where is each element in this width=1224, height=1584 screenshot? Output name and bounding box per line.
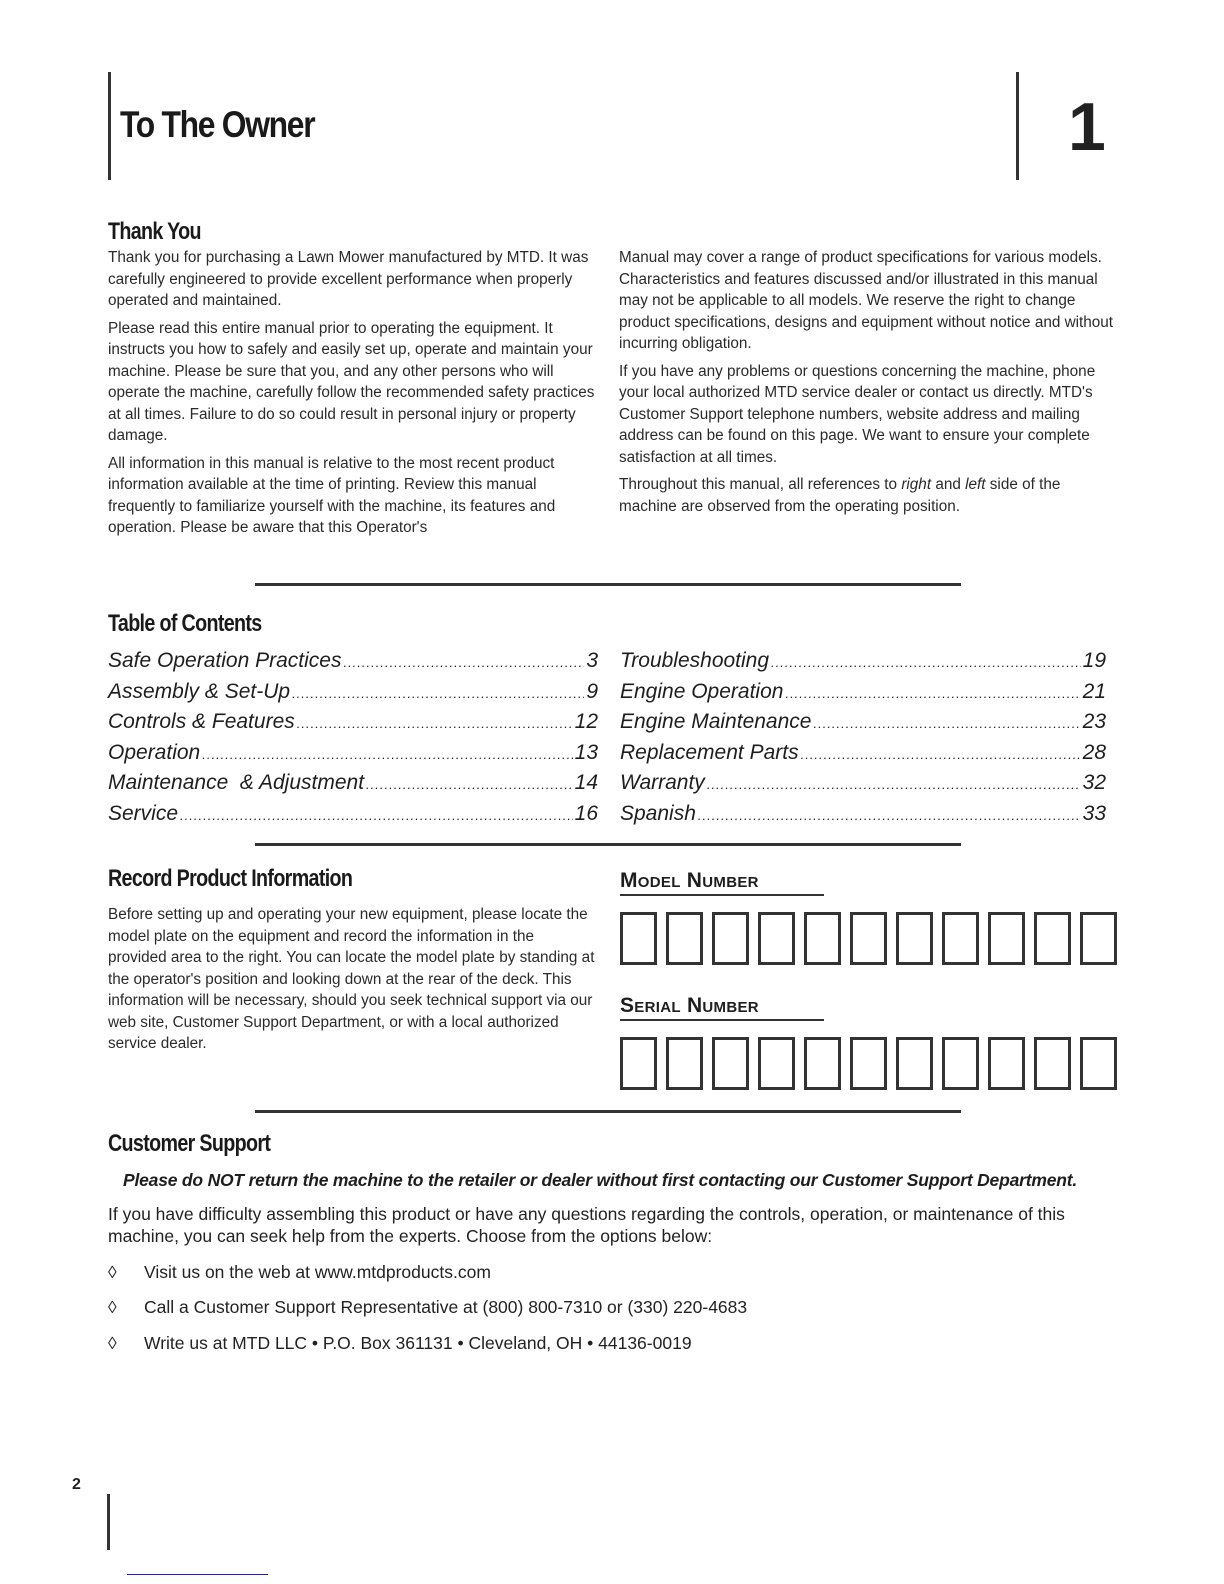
- toc-page: 14: [574, 771, 598, 795]
- model-number-digit-box[interactable]: [620, 912, 657, 965]
- diamond-bullet-icon: ◊: [108, 1333, 117, 1353]
- support-intro: If you have difficulty assembling this product or have any questions regarding the controls, operation, or maintenance of this machine, you can seek help from the experts. Choose from the options below:: [108, 1204, 1065, 1246]
- toc-leader: [343, 649, 584, 678]
- serial-number-digit-box[interactable]: [758, 1037, 795, 1090]
- toc-label: Warranty: [620, 771, 705, 795]
- toc-page: 9: [586, 679, 598, 703]
- toc-page: 3: [586, 649, 598, 672]
- toc-label: Service: [108, 801, 179, 825]
- serial-number-digit-box[interactable]: [942, 1037, 979, 1090]
- model-number-digit-box[interactable]: [712, 912, 749, 965]
- support-option-phone: [108, 1297, 747, 1318]
- toc-page: 32: [1082, 771, 1106, 795]
- serial-number-digit-box[interactable]: [712, 1037, 749, 1090]
- toc-page: 28: [1082, 740, 1106, 764]
- record-body: [108, 904, 596, 1061]
- toc-leader: [771, 649, 1081, 678]
- toc-page: 23: [1082, 710, 1106, 734]
- model-number-digit-box[interactable]: [850, 912, 887, 965]
- toc-page: 12: [574, 710, 598, 734]
- paragraph-orientation: [619, 474, 1114, 517]
- toc-label: Replacement Parts: [620, 740, 799, 764]
- support-warning: Please do NOT return the machine to the retailer or dealer without first contacting our Customer Support Department.: [123, 1170, 1078, 1190]
- paragraph: All information in this manual is relative to the most recent product information available at the time of printing. Review this manual frequently to familiarize yourself with the machine, its features and operation. Please be aware that this Operator's: [108, 454, 556, 536]
- toc-entry[interactable]: [108, 800, 598, 831]
- serial-number-digit-box[interactable]: [666, 1037, 703, 1090]
- paragraph: If you have any problems or questions concerning the machine, phone your local authorized MTD service dealer or contact us directly. MTD's Customer Support telephone numbers, website address and mailing address can be found on this page. We want to ensure your complete satisfaction at all times.: [619, 362, 1096, 466]
- toc-entry[interactable]: [620, 769, 1106, 800]
- serial-number-digit-box[interactable]: [1080, 1037, 1117, 1090]
- toc-entry[interactable]: [620, 708, 1106, 739]
- toc-leader: [707, 771, 1081, 800]
- serial-number-label: Serial Number: [620, 994, 824, 1021]
- toc-page: 16: [574, 801, 598, 825]
- thank-you-heading: Thank You: [108, 218, 201, 245]
- text-left-emphasis: left: [965, 476, 986, 493]
- serial-number-digit-box[interactable]: [850, 1037, 887, 1090]
- paragraph: Before setting up and operating your new equipment, please locate the model plate on the equipment and record the information in the provided area to the right. You can locate the model plate by standing at the operator's position and looking down at the rear of the deck. This information will be necessary, should you seek technical support via our web site, Customer Support Department, or with a local authorized service dealer.: [108, 906, 595, 1052]
- toc-label: Controls & Features: [108, 710, 295, 734]
- toc-leader: [698, 802, 1081, 831]
- toc-entry[interactable]: [620, 678, 1106, 709]
- section-divider: [255, 843, 961, 846]
- toc-label: Spanish: [620, 801, 696, 825]
- toc-page: 13: [574, 740, 598, 764]
- model-number-boxes: [620, 912, 1117, 965]
- toc-leader: [813, 710, 1080, 739]
- model-number-digit-box[interactable]: [666, 912, 703, 965]
- link-underline[interactable]: [127, 1574, 268, 1575]
- model-number-label: Model Number: [620, 869, 824, 896]
- footer-bar: [107, 1494, 110, 1550]
- serial-number-boxes: [620, 1037, 1117, 1090]
- toc-label: Engine Operation: [620, 679, 784, 703]
- toc-leader: [801, 741, 1081, 770]
- toc-label: Safe Operation Practices: [108, 649, 342, 672]
- record-heading: Record Product Information: [108, 865, 353, 892]
- toc-right-column: [620, 647, 1106, 831]
- model-number-digit-box[interactable]: [988, 912, 1025, 965]
- toc-entry[interactable]: [620, 800, 1106, 831]
- thank-you-left-column: [108, 247, 603, 545]
- toc-label: Assembly & Set-Up: [108, 679, 291, 703]
- page-number: 2: [72, 1476, 81, 1493]
- thank-you-right-column: [619, 247, 1114, 523]
- toc-leader: [297, 710, 573, 739]
- toc-leader: [202, 741, 572, 770]
- toc-label: Troubleshooting: [620, 649, 770, 672]
- page-title: To The Owner: [120, 104, 315, 145]
- model-number-digit-box[interactable]: [896, 912, 933, 965]
- text: side of the machine are observed from the operating position.: [619, 476, 1061, 515]
- paragraph: Thank you for purchasing a Lawn Mower manufactured by MTD. It was carefully engineered to provide excellent performance when properly operated and maintained.: [108, 249, 589, 309]
- toc-left-column: [108, 647, 598, 831]
- support-option-web: [108, 1262, 491, 1283]
- toc-entry[interactable]: [620, 647, 1106, 678]
- serial-number-digit-box[interactable]: [804, 1037, 841, 1090]
- model-number-digit-box[interactable]: [1034, 912, 1071, 965]
- toc-page: 21: [1082, 679, 1106, 703]
- support-option-mail: [108, 1333, 692, 1354]
- toc-leader: [292, 680, 584, 709]
- text: and: [931, 476, 966, 493]
- support-heading: Customer Support: [108, 1130, 271, 1157]
- toc-page: 33: [1082, 801, 1106, 825]
- diamond-bullet-icon: ◊: [108, 1297, 117, 1317]
- text: Throughout this manual, all references to: [619, 476, 902, 493]
- toc-heading: Table of Contents: [108, 610, 262, 637]
- support-option-text[interactable]: Visit us on the web at www.mtdproducts.com: [144, 1262, 491, 1282]
- toc-label: Operation: [108, 740, 201, 764]
- toc-leader: [366, 771, 573, 800]
- toc-leader: [785, 680, 1080, 709]
- toc-page: 19: [1082, 649, 1106, 672]
- section-divider: [255, 1110, 961, 1113]
- toc-label: Maintenance & Adjustment: [108, 771, 365, 795]
- support-option-text: Write us at MTD LLC • P.O. Box 361131 • Cleveland, OH • 44136-0019: [144, 1333, 692, 1353]
- toc-entry[interactable]: [108, 708, 598, 739]
- model-number-digit-box[interactable]: [1080, 912, 1117, 965]
- model-number-digit-box[interactable]: [942, 912, 979, 965]
- serial-number-digit-box[interactable]: [620, 1037, 657, 1090]
- model-number-digit-box[interactable]: [758, 912, 795, 965]
- toc-entry[interactable]: [108, 647, 598, 678]
- diamond-bullet-icon: ◊: [108, 1262, 117, 1282]
- toc-entry[interactable]: [108, 739, 598, 770]
- toc-label: Engine Maintenance: [620, 710, 812, 734]
- chapter-number: 1: [1068, 89, 1106, 165]
- header-right-bar: [1016, 72, 1019, 180]
- support-option-text: Call a Customer Support Representative at (800) 800-7310 or (330) 220-4683: [144, 1297, 748, 1317]
- serial-number-digit-box[interactable]: [988, 1037, 1025, 1090]
- section-divider: [255, 583, 961, 586]
- paragraph: Manual may cover a range of product specifications for various models. Characteristics and features discussed and/or illustrated in this manual may not be applicable to all models. We reserve the right to change product specifications, designs and equipment without notice and without incurring obligation.: [619, 249, 1114, 352]
- serial-number-digit-box[interactable]: [896, 1037, 933, 1090]
- toc-entry[interactable]: [108, 769, 598, 800]
- text-right-emphasis: right: [901, 476, 932, 493]
- serial-number-digit-box[interactable]: [1034, 1037, 1071, 1090]
- toc-entry[interactable]: [620, 739, 1106, 770]
- header-left-bar: [108, 72, 111, 180]
- paragraph: Please read this entire manual prior to operating the equipment. It instructs you how to safely and easily set up, operate and maintain your machine. Please be sure that you, and any other persons who will operate the machine, carefully follow the recommended safety practices at all times. Failure to do so could result in personal injury or property damage.: [108, 319, 595, 444]
- toc-entry[interactable]: [108, 678, 598, 709]
- toc-leader: [180, 802, 573, 831]
- model-number-digit-box[interactable]: [804, 912, 841, 965]
